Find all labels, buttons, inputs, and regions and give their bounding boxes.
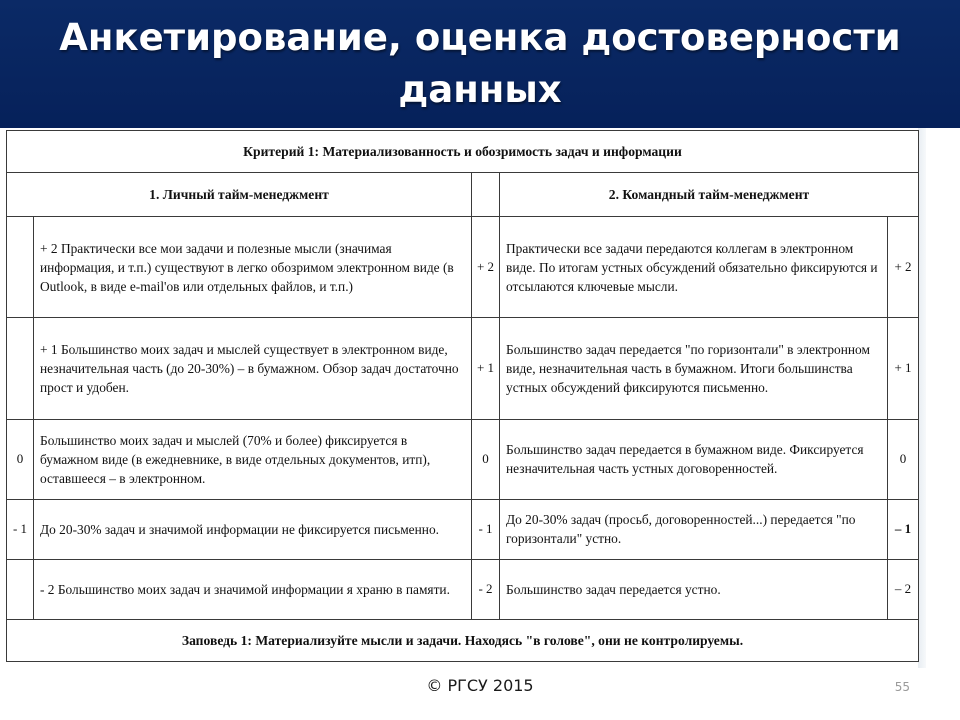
score-mid: + 1 — [472, 318, 500, 419]
criteria-table-container — [4, 128, 918, 664]
slide-title: Анкетирование, оценка достоверности данных — [59, 16, 901, 111]
column-header-personal: 1. Личный тайм-менеджмент — [7, 173, 472, 217]
personal-description: + 1 Большинство моих задач и мыслей существует в электронном виде, незначительная часть (до 20-30%) – в бумажном. Обзор задач достаточно прост и удобен. — [34, 318, 472, 419]
score-right: + 1 — [888, 318, 919, 419]
column-header-spacer — [472, 173, 500, 217]
commandment-row — [7, 619, 919, 661]
team-description: Большинство задач передается устно. — [500, 559, 888, 619]
team-description: До 20-30% задач (просьб, договоренностей...) передается "по горизонтали" устно. — [500, 499, 888, 559]
score-left — [7, 318, 34, 419]
criteria-table — [6, 130, 919, 662]
table-row — [7, 318, 919, 419]
score-mid: 0 — [472, 419, 500, 499]
team-description: Практически все задачи передаются коллегам в электронном виде. По итогам устных обсуждений обязательно фиксируются и отсылаются ключевые мысли. — [500, 217, 888, 318]
score-left — [7, 559, 34, 619]
title-bar — [0, 0, 960, 128]
page-number: 55 — [894, 680, 910, 694]
score-mid: - 2 — [472, 559, 500, 619]
column-header-row — [7, 173, 919, 217]
personal-description: + 2 Практически все мои задачи и полезные мысли (значимая информация, и т.п.) существуют в легко обозримом электронном виде (в Outlook, в виде e-mail'ов или отдельных файлов, и т.п.) — [34, 217, 472, 318]
personal-description: - 2 Большинство моих задач и значимой информации я храню в памяти. — [34, 559, 472, 619]
score-left — [7, 217, 34, 318]
commandment-text: Заповедь 1: Материализуйте мысли и задачи. Находясь "в голове", они не контролируемы. — [7, 619, 919, 661]
criterion-row — [7, 131, 919, 173]
score-left: - 1 — [7, 499, 34, 559]
table-row — [7, 217, 919, 318]
score-right: – 2 — [888, 559, 919, 619]
team-description: Большинство задач передается "по горизонтали" в электронном виде, незначительная часть в бумажном. Итоги большинства устных обсуждений фиксируются письменно. — [500, 318, 888, 419]
score-right: + 2 — [888, 217, 919, 318]
score-right: 0 — [888, 419, 919, 499]
score-mid: - 1 — [472, 499, 500, 559]
score-right: – 1 — [888, 499, 919, 559]
table-row — [7, 499, 919, 559]
table-row — [7, 559, 919, 619]
personal-description: До 20-30% задач и значимой информации не фиксируется письменно. — [34, 499, 472, 559]
personal-description: Большинство моих задач и мыслей (70% и более) фиксируется в бумажном виде (в ежедневнике, в виде отдельных документов, итп), оставшееся – в электронном. — [34, 419, 472, 499]
score-left: 0 — [7, 419, 34, 499]
column-header-team: 2. Командный тайм-менеджмент — [500, 173, 919, 217]
score-mid: + 2 — [472, 217, 500, 318]
team-description: Большинство задач передается в бумажном виде. Фиксируется незначительная часть устных договоренностей. — [500, 419, 888, 499]
table-row — [7, 419, 919, 499]
criterion-header: Критерий 1: Материализованность и обозримость задач и информации — [7, 131, 919, 173]
copyright-footer: © РГСУ 2015 — [426, 676, 534, 695]
slide-shadow — [918, 128, 926, 668]
